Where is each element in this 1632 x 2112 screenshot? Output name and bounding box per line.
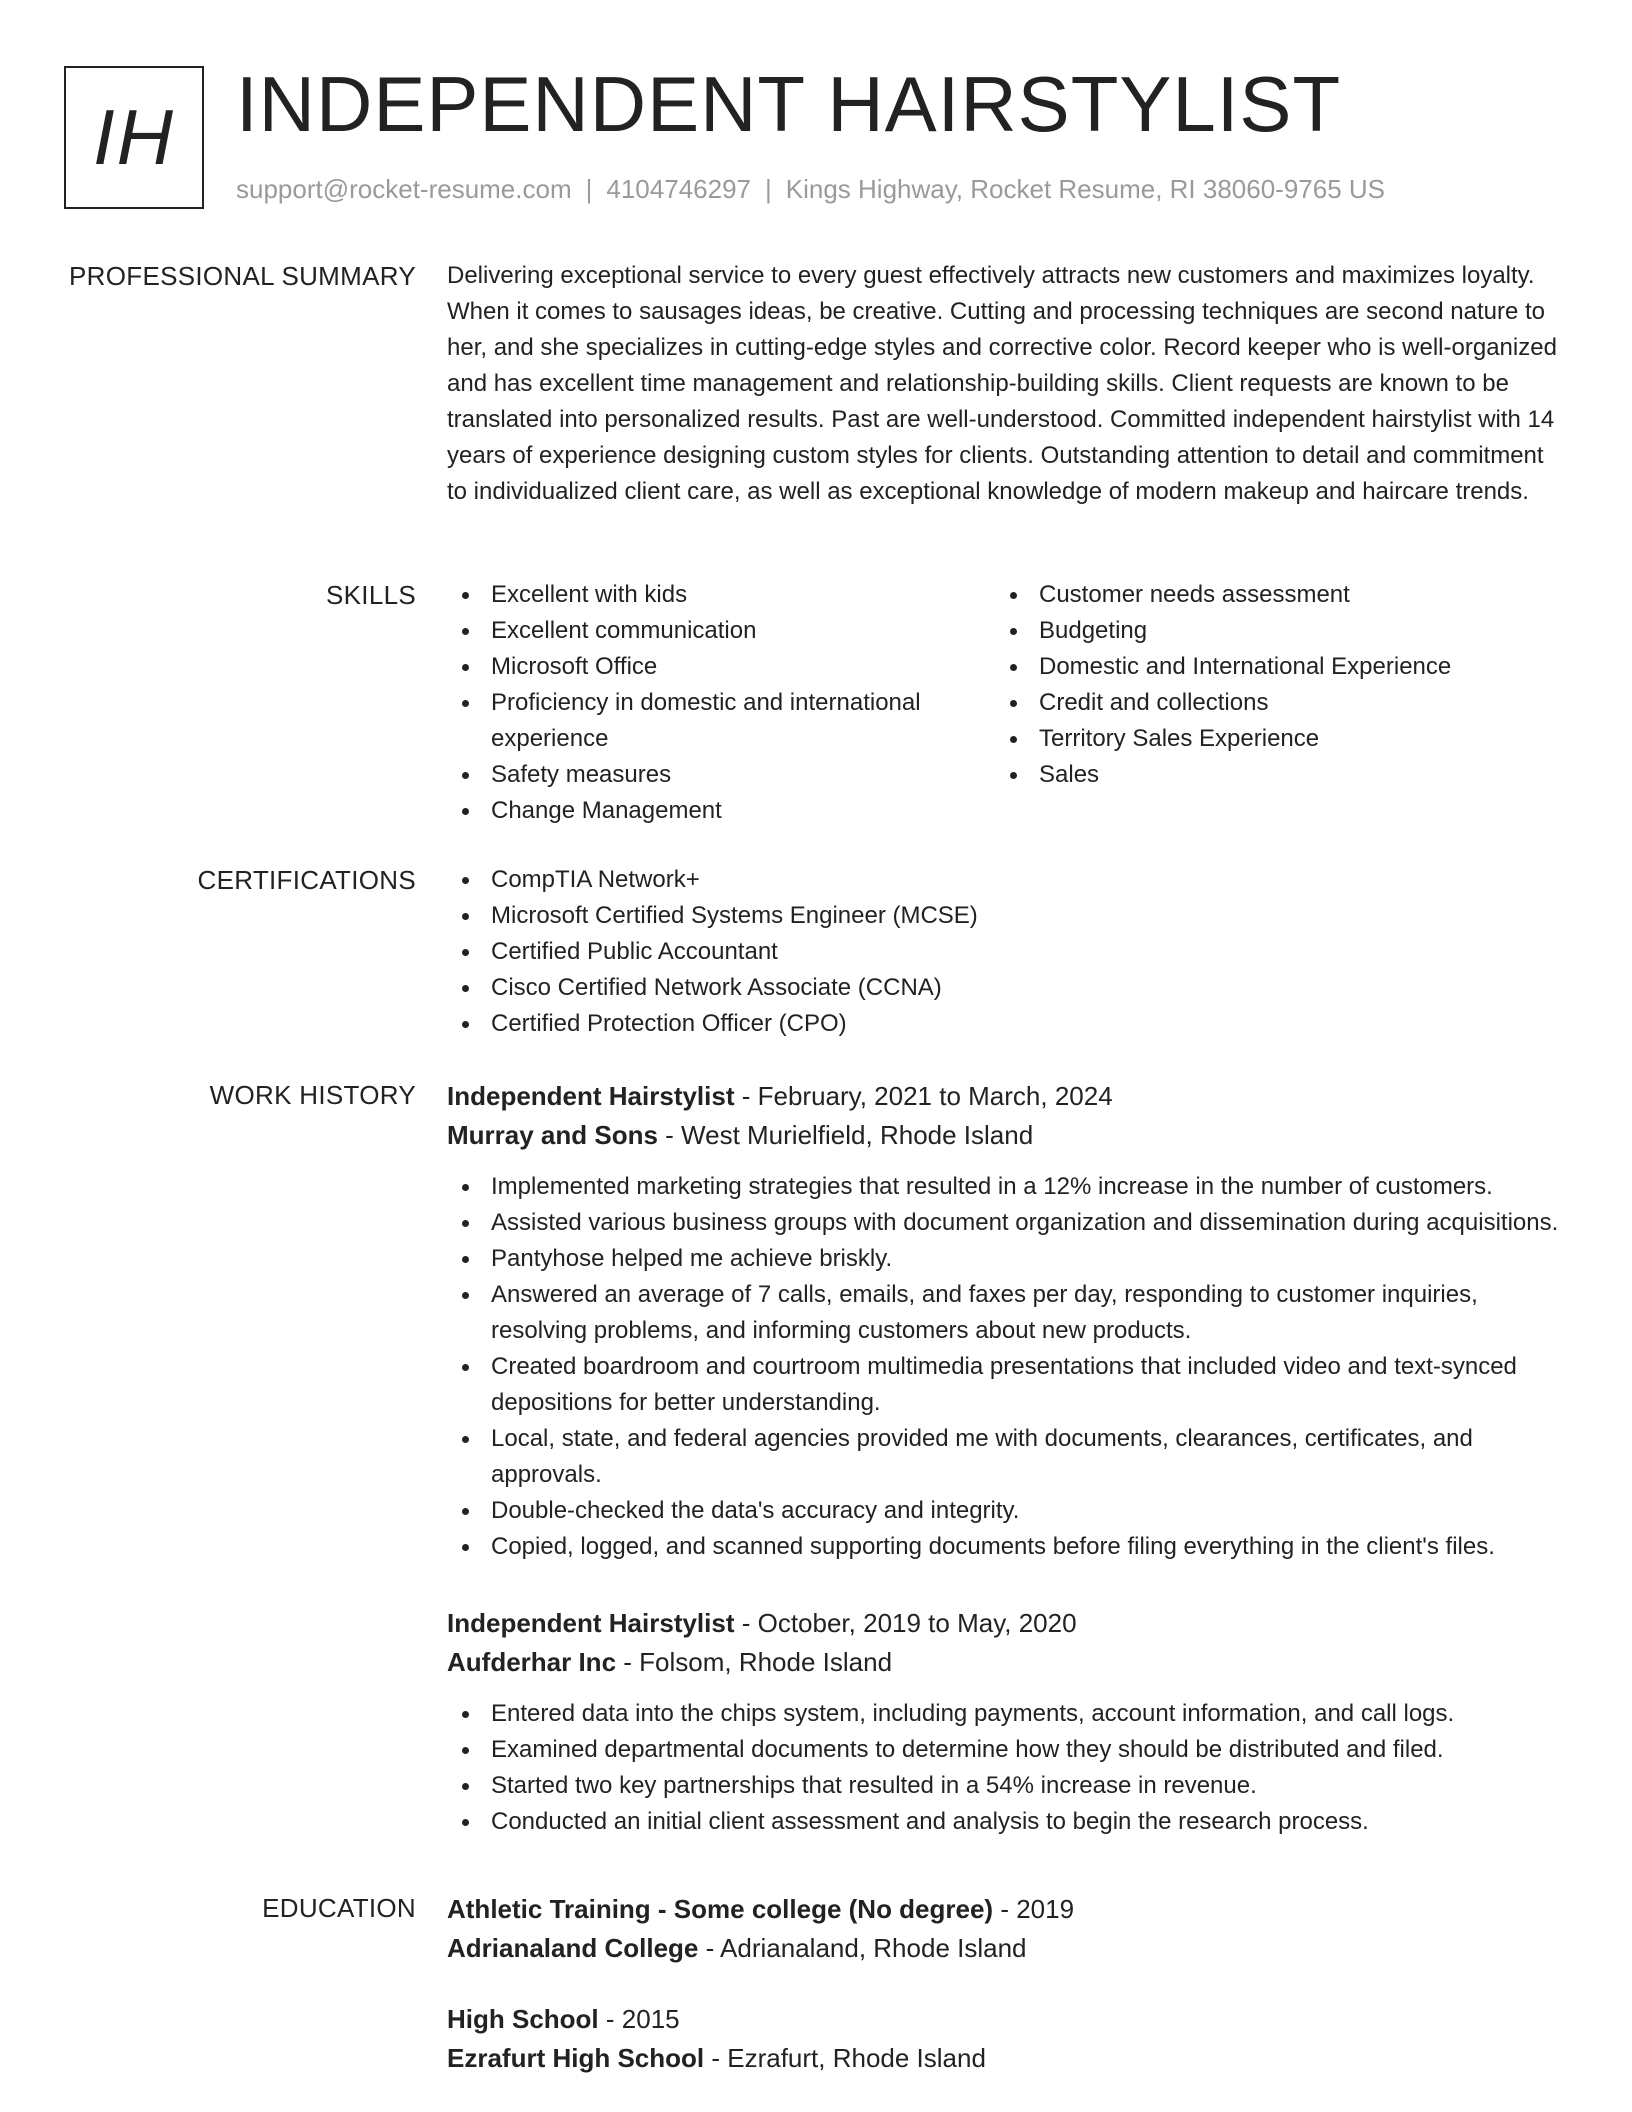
skill-item: Excellent communication — [447, 613, 995, 649]
education-degree: Athletic Training - Some college (No degree) — [447, 1894, 994, 1924]
contact-email[interactable]: support@rocket-resume.com — [236, 174, 572, 204]
summary-text: Delivering exceptional service to every guest effectively attracts new customers and maximizes loyalty. When it comes to sausages ideas, be creative. Cutting and processing techniques are second nature to her, and she specializes in cutting-edge styles and corrective color. Record keeper who is well-organized and has excellent time management and relationship-building skills. Client requests are known to be translated into personalized results. Past are well-understood. Committed independent hairstylist with 14 years of experience designing custom styles for clients. Outstanding attention to detail and commitment to individualized client care, as well as exceptional knowledge of modern makeup and haircare trends. — [447, 262, 1557, 505]
job-dates: - October, 2019 to May, 2020 — [734, 1608, 1077, 1638]
resume-header — [64, 60, 1564, 211]
section-label-certifications: CERTIFICATIONS — [197, 865, 416, 895]
job-company-line — [447, 1643, 1567, 1682]
job-title-line — [447, 1077, 1567, 1116]
section-label-education: EDUCATION — [262, 1893, 416, 1923]
education-location: - Adrianaland, Rhode Island — [698, 1933, 1027, 1963]
contact-separator: | — [765, 174, 772, 204]
job-bullet: Created boardroom and courtroom multimedia presentations that included video and text-synced depositions for better understanding. — [447, 1349, 1567, 1421]
job-bullet: Double-checked the data's accuracy and integrity. — [447, 1493, 1567, 1529]
skill-item: Domestic and International Experience — [995, 649, 1543, 685]
section-label-work-history: WORK HISTORY — [209, 1080, 416, 1110]
job-company: Murray and Sons — [447, 1120, 658, 1150]
job-location: - West Murielfield, Rhode Island — [657, 1120, 1034, 1150]
education-degree-line — [447, 1890, 1567, 1929]
skills-columns — [447, 577, 1567, 829]
section-label-summary: PROFESSIONAL SUMMARY — [69, 261, 416, 291]
skill-item: Budgeting — [995, 613, 1543, 649]
job-bullet: Entered data into the chips system, including payments, account information, and call logs. — [447, 1696, 1567, 1732]
job-bullet: Assisted various business groups with document organization and dissemination during acquisitions. — [447, 1205, 1567, 1241]
skills-list-right — [995, 577, 1543, 829]
job-bullet: Pantyhose helped me achieve briskly. — [447, 1241, 1567, 1277]
job-bullets — [447, 1696, 1567, 1840]
job-bullet: Local, state, and federal agencies provided me with documents, clearances, certificates, and approvals. — [447, 1421, 1567, 1493]
education-school-line — [447, 1929, 1567, 1968]
job-bullet: Answered an average of 7 calls, emails, and faxes per day, responding to customer inquiries, resolving problems, and informing customers about new products. — [447, 1277, 1567, 1349]
job-bullet: Examined departmental documents to determine how they should be distributed and filed. — [447, 1732, 1567, 1768]
job-location: - Folsom, Rhode Island — [616, 1647, 893, 1677]
job-bullets — [447, 1169, 1567, 1565]
job-entry — [447, 1604, 1567, 1840]
certification-item: Cisco Certified Network Associate (CCNA) — [447, 970, 1567, 1006]
contact-line — [236, 174, 1385, 205]
skill-item: Customer needs assessment — [995, 577, 1543, 613]
job-title: Independent Hairstylist — [447, 1081, 735, 1111]
education-body — [447, 1890, 1567, 2078]
skill-item: Change Management — [447, 793, 995, 829]
contact-address: Kings Highway, Rocket Resume, RI 38060-9765 US — [785, 174, 1386, 204]
education-year: - 2019 — [993, 1894, 1075, 1924]
skill-item: Microsoft Office — [447, 649, 995, 685]
job-bullet: Copied, logged, and scanned supporting documents before filing everything in the client's files. — [447, 1529, 1567, 1565]
job-bullet: Implemented marketing strategies that resulted in a 12% increase in the number of customers. — [447, 1169, 1567, 1205]
contact-separator: | — [585, 174, 593, 204]
job-company-line — [447, 1116, 1567, 1155]
skill-item: Credit and collections — [995, 685, 1543, 721]
job-bullet: Conducted an initial client assessment and analysis to begin the research process. — [447, 1804, 1567, 1840]
skill-item: Proficiency in domestic and international experience — [447, 685, 995, 757]
certification-item: CompTIA Network+ — [447, 862, 1567, 898]
job-dates: - February, 2021 to March, 2024 — [734, 1081, 1113, 1111]
certification-item: Certified Protection Officer (CPO) — [447, 1006, 1567, 1042]
work-history-body — [447, 1077, 1567, 1840]
skill-item: Safety measures — [447, 757, 995, 793]
skill-item: Excellent with kids — [447, 577, 995, 613]
education-degree-line — [447, 2000, 1567, 2039]
job-bullet: Started two key partnerships that resulted in a 54% increase in revenue. — [447, 1768, 1567, 1804]
job-entry — [447, 1077, 1567, 1565]
section-label-skills: SKILLS — [326, 580, 416, 610]
skills-list-left — [447, 577, 995, 829]
education-school-line — [447, 2039, 1567, 2078]
monogram-logo: IH — [64, 66, 204, 209]
certifications-list — [447, 862, 1567, 1042]
education-year: - 2015 — [598, 2004, 680, 2034]
education-school: Adrianaland College — [447, 1933, 699, 1963]
education-entry — [447, 1890, 1567, 1968]
certification-item: Microsoft Certified Systems Engineer (MCSE) — [447, 898, 1567, 934]
education-entry — [447, 2000, 1567, 2078]
certification-item: Certified Public Accountant — [447, 934, 1567, 970]
job-title: Independent Hairstylist — [447, 1608, 735, 1638]
job-title-line — [447, 1604, 1567, 1643]
job-company: Aufderhar Inc — [447, 1647, 617, 1677]
skill-item: Sales — [995, 757, 1543, 793]
education-degree: High School — [447, 2004, 599, 2034]
certifications-body — [447, 862, 1567, 1042]
education-location: - Ezrafurt, Rhode Island — [704, 2043, 986, 2073]
contact-phone[interactable]: 4104746297 — [606, 174, 751, 204]
education-school: Ezrafurt High School — [447, 2043, 705, 2073]
skill-item: Territory Sales Experience — [995, 721, 1543, 757]
candidate-name: INDEPENDENT HAIRSTYLIST — [236, 60, 1342, 148]
